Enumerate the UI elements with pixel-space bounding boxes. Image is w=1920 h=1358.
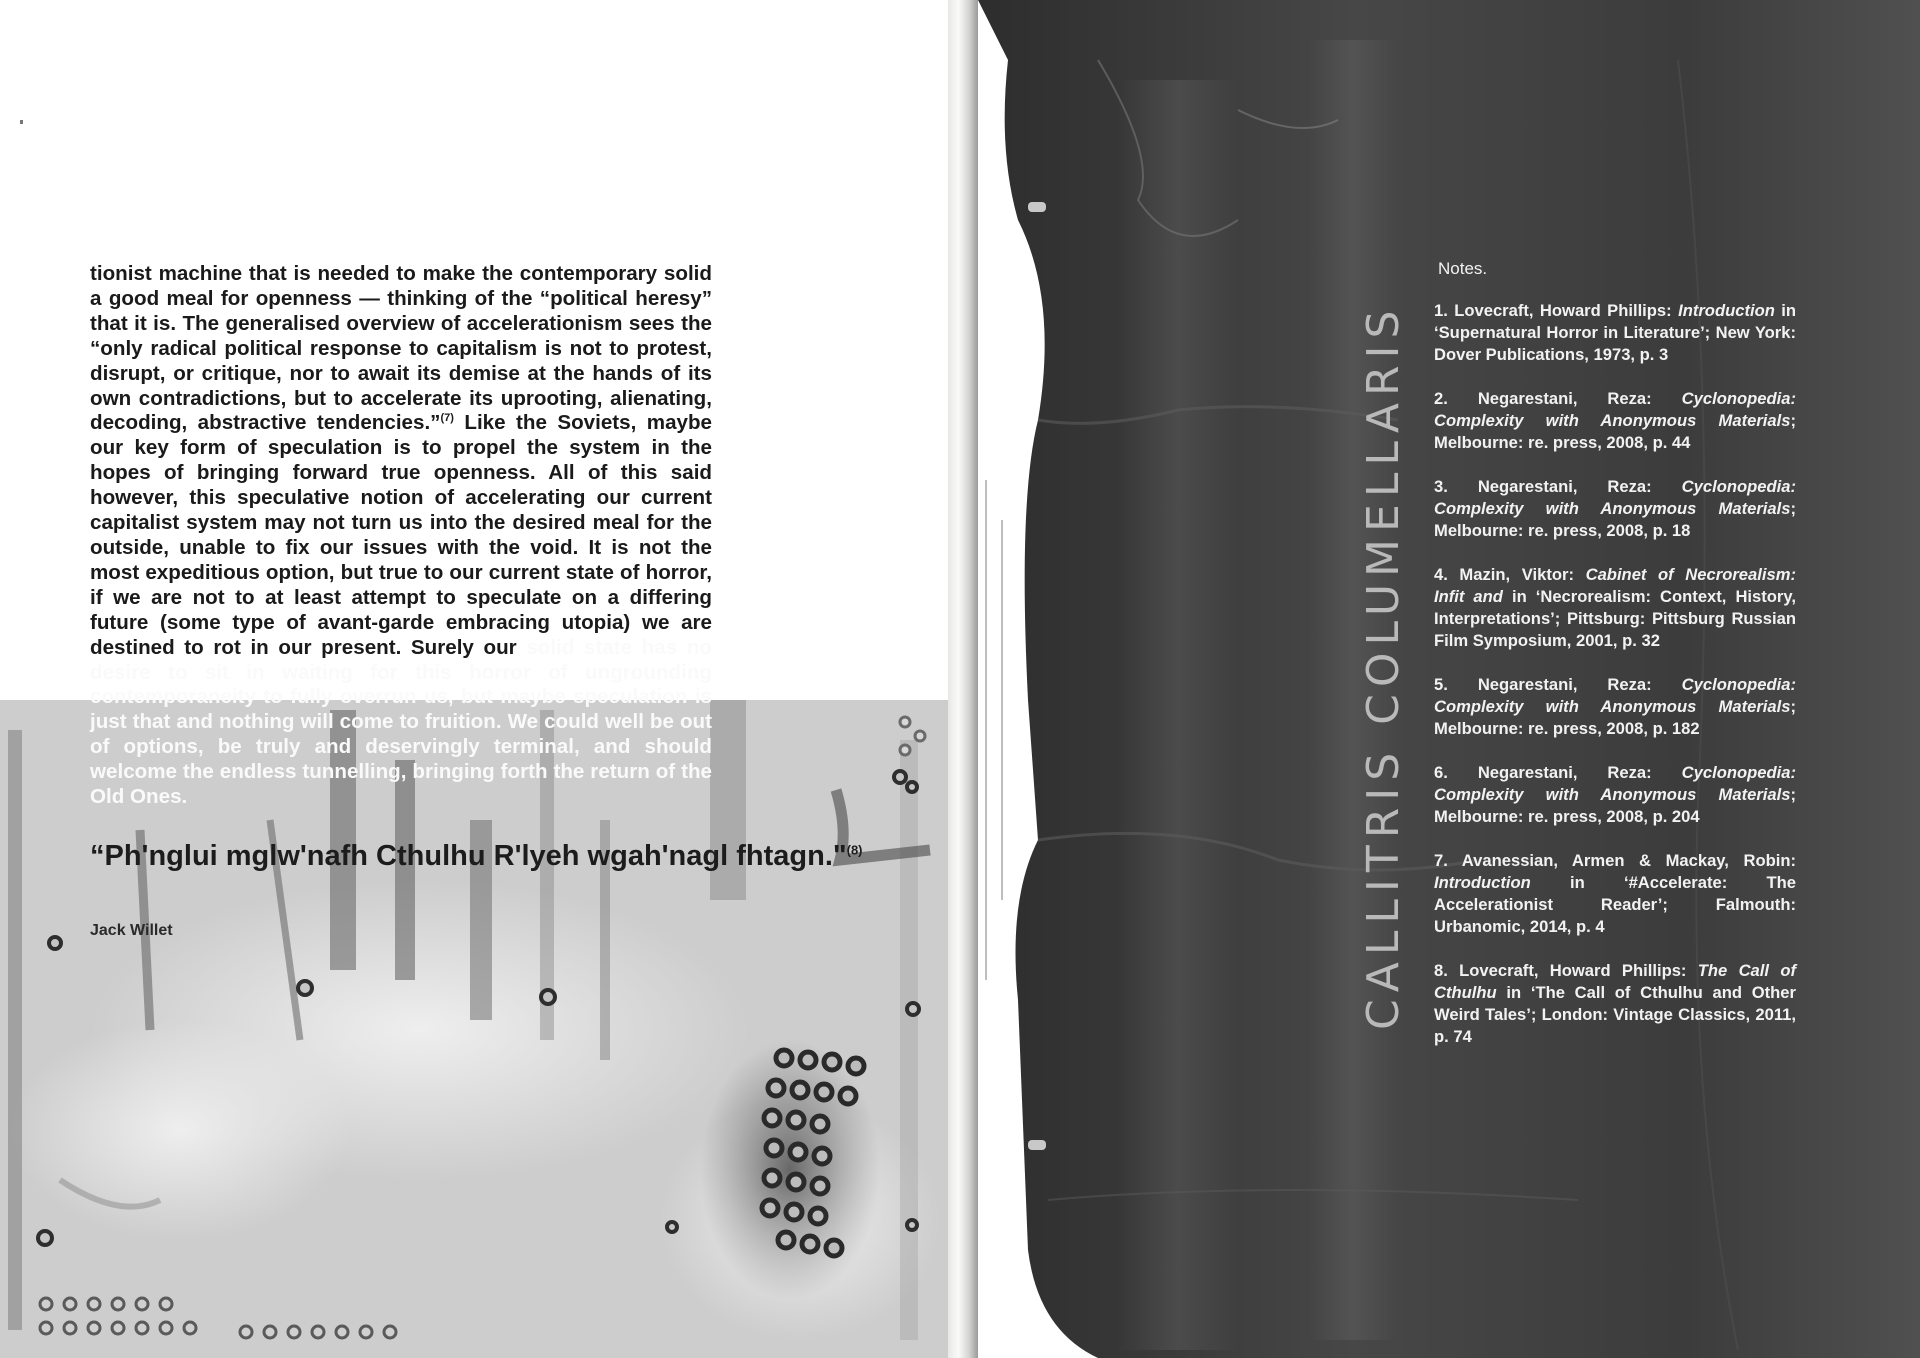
note-1-author: 1. Lovecraft, Howard Phillips: [1434, 301, 1679, 320]
note-3-author: 3. Negarestani, Reza: [1434, 477, 1682, 496]
note-2-author: 2. Negarestani, Reza: [1434, 389, 1682, 408]
author-byline: Jack Willet [90, 922, 173, 939]
note-7-author: 7. Avanessian, Armen & Mackay, Robin: [1434, 851, 1796, 870]
note-7-source: in ‘#Accelerate: The Accelerationist Reader’; Falmouth: Urbanomic, 2014, p. 4 [1434, 873, 1796, 936]
note-1 [1434, 300, 1796, 366]
note-8-source: in ‘The Call of Cthulhu and Other Weird Tales’; London: Vintage Classics, 2011, p. 74 [1434, 983, 1796, 1046]
note-8-title: The Call of Cthulhu [1434, 961, 1796, 1002]
note-2-title: Cyclonopedia: Complexity with Anonymous Materials [1434, 389, 1796, 430]
note-3-source: ; Melbourne: re. press, 2008, p. 18 [1434, 499, 1796, 540]
note-4-author: 4. Mazin, Viktor: [1434, 565, 1586, 584]
cthulhu-quote [90, 840, 950, 873]
notes-section [1434, 258, 1796, 1070]
note-5-title: Cyclonopedia: Complexity with Anonymous Materials [1434, 675, 1796, 716]
note-5 [1434, 674, 1796, 740]
note-4-source: in ‘Necrorealism: Context, History, Interpretations’; Pittsburg: Pittsburg Russian Film Symposium, 2001, p. 32 [1434, 587, 1796, 650]
cthulhu-quote-text: “Ph'nglui mglw'nafh Cthulhu R'lyeh wgah'nagl fhtagn." [90, 840, 847, 872]
right-page [978, 0, 1920, 1358]
note-6-source: ; Melbourne: re. press, 2008, p. 204 [1434, 785, 1796, 826]
essay-body-on-photo: solid state has no desire to sit in waiting for this horror of ungrounding contemporaneity to fully overrun us, but maybe speculation is just that and nothing will come to fruition. We could well be out of options, be truly and deservingly terminal, and should welcome the endless tunnelling, bringing forth the return of the Old Ones. [90, 635, 712, 809]
note-7-title: Introduction [1434, 873, 1531, 892]
note-4 [1434, 564, 1796, 652]
vertical-title: CALLITRIS COLUMELLARIS [1358, 303, 1409, 1030]
note-2-source: ; Melbourne: re. press, 2008, p. 44 [1434, 411, 1796, 452]
page-speck [20, 120, 23, 124]
note-8 [1434, 960, 1796, 1048]
footnote-ref-7: (7) [440, 412, 454, 425]
footnote-ref-8: (8) [846, 842, 863, 858]
note-6-author: 6. Negarestani, Reza: [1434, 763, 1682, 782]
note-1-source: in ‘Supernatural Horror in Literature’; New York: Dover Publications, 1973, p. 3 [1434, 301, 1796, 364]
essay-body-text [90, 262, 712, 810]
note-8-author: 8. Lovecraft, Howard Phillips: [1434, 961, 1698, 980]
essay-body-dark: tionist machine that is needed to make the contemporary solid a good meal for openness — thinking of the “political heresy” that it is. The generalised overview of accelerationism sees the “only radical political response to capitalism is not to protest, disrupt, or critique, nor to await its demise at the hands of its own contradictions, but to accelerate its uprooting, alienating, decoding, abstractive tendencies.” [90, 262, 712, 435]
left-page [0, 0, 950, 1358]
note-6 [1434, 762, 1796, 828]
notes-heading: Notes. [1438, 259, 1488, 278]
page-gutter [948, 0, 978, 1358]
note-4-title: Cabinet of Necrorealism: Infit and [1434, 565, 1796, 606]
note-5-author: 5. Negarestani, Reza: [1434, 675, 1682, 694]
note-5-source: ; Melbourne: re. press, 2008, p. 182 [1434, 697, 1796, 738]
essay-body-dark-continued: Like the Soviets, maybe our key form of speculation is to propel the system in the hopes of bringing forward true openness. All of this said however, this speculative notion of accelerating our current capitalist system may not turn us into the desired meal for the outside, unable to fix our issues with the void. It is not the most expeditious option, but true to our current state of horror, if we are not to at least attempt to speculate on a differing future (some type of avant-garde embracing utopia) we are destined to rot in our present. Surely our [90, 411, 713, 659]
note-3-title: Cyclonopedia: Complexity with Anonymous Materials [1434, 477, 1796, 518]
note-6-title: Cyclonopedia: Complexity with Anonymous Materials [1434, 763, 1796, 804]
note-1-title: Introduction [1678, 301, 1775, 320]
note-3 [1434, 476, 1796, 542]
note-2 [1434, 388, 1796, 454]
note-7 [1434, 850, 1796, 938]
